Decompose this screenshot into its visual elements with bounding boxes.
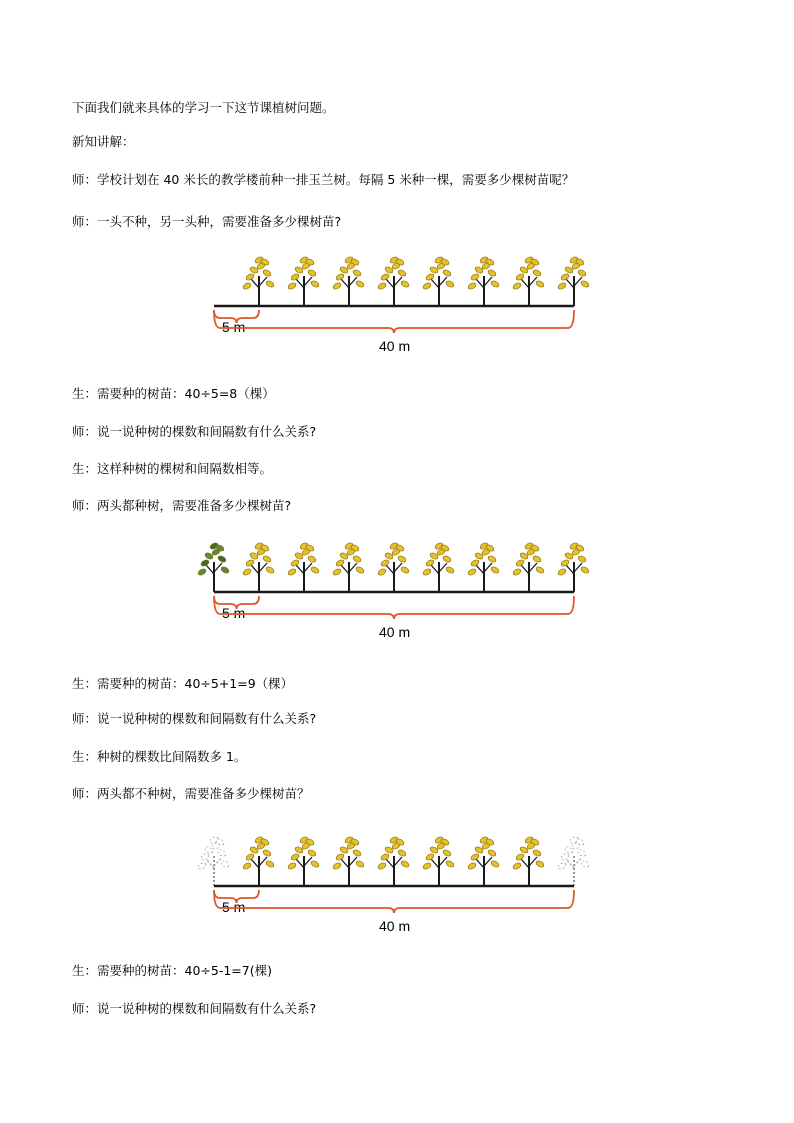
tree <box>242 836 275 886</box>
tree-row <box>197 836 590 886</box>
tree <box>377 542 410 592</box>
tree <box>467 542 500 592</box>
tree <box>287 836 320 886</box>
tree <box>557 542 590 592</box>
total-bracket <box>214 310 574 333</box>
faded-tree <box>557 836 590 886</box>
teacher-question: 师：说一说种树的棵数和间隔数有什么关系? <box>72 424 317 439</box>
intro-text: 下面我们就来具体的学习一下这节课植树问题。 <box>72 100 335 115</box>
total-label: 40 m <box>379 918 411 934</box>
teacher-question: 师：说一说种树的棵数和间隔数有什么关系? <box>72 711 317 726</box>
tree <box>332 836 365 886</box>
tree <box>422 542 455 592</box>
faded-tree <box>197 836 230 886</box>
total-bracket <box>214 596 574 619</box>
tree <box>242 256 275 306</box>
student-answer: 生：需要种的树苗：40÷5-1=7(棵) <box>72 963 272 978</box>
interval-label: 5 m <box>222 605 246 621</box>
tree <box>377 836 410 886</box>
tree <box>467 836 500 886</box>
tree-row <box>242 256 590 306</box>
teacher-question: 师：两头都不种树，需要准备多少棵树苗？ <box>72 786 310 801</box>
student-answer: 生：这样种树的棵树和间隔数相等。 <box>72 461 273 476</box>
tree <box>332 256 365 306</box>
total-label: 40 m <box>379 624 411 640</box>
tree <box>557 256 590 306</box>
tree <box>377 256 410 306</box>
tree-row <box>197 542 590 592</box>
interval-label: 5 m <box>222 899 246 915</box>
tree <box>422 256 455 306</box>
section-heading: 新知讲解： <box>72 134 135 149</box>
tree <box>287 256 320 306</box>
tree <box>332 542 365 592</box>
tree <box>197 542 230 592</box>
tree <box>467 256 500 306</box>
teacher-question: 师：两头都种树，需要准备多少棵树苗? <box>72 498 292 513</box>
total-bracket <box>214 890 574 913</box>
tree <box>242 542 275 592</box>
tree <box>422 836 455 886</box>
tree <box>287 542 320 592</box>
teacher-question: 师：学校计划在 40 米长的教学楼前种一排玉兰树。每隔 5 米种一棵，需要多少棵树苗呢？ <box>72 172 575 187</box>
total-label: 40 m <box>379 338 411 354</box>
tree-diagram-both-ends <box>190 536 600 651</box>
interval-label: 5 m <box>222 319 246 335</box>
tree-diagram-neither-end <box>190 826 600 941</box>
teacher-question: 师：说一说种树的棵数和间隔数有什么关系? <box>72 1001 317 1016</box>
student-answer: 生：需要种的树苗：40÷5=8（棵） <box>72 386 275 401</box>
teacher-question: 师：一头不种，另一头种，需要准备多少棵树苗? <box>72 214 342 229</box>
tree <box>512 542 545 592</box>
student-answer: 生：需要种的树苗：40÷5+1=9（棵） <box>72 676 294 691</box>
tree <box>512 256 545 306</box>
tree <box>512 836 545 886</box>
tree-diagram-one-end <box>200 250 600 365</box>
student-answer: 生：种树的棵数比间隔数多 1。 <box>72 749 247 764</box>
